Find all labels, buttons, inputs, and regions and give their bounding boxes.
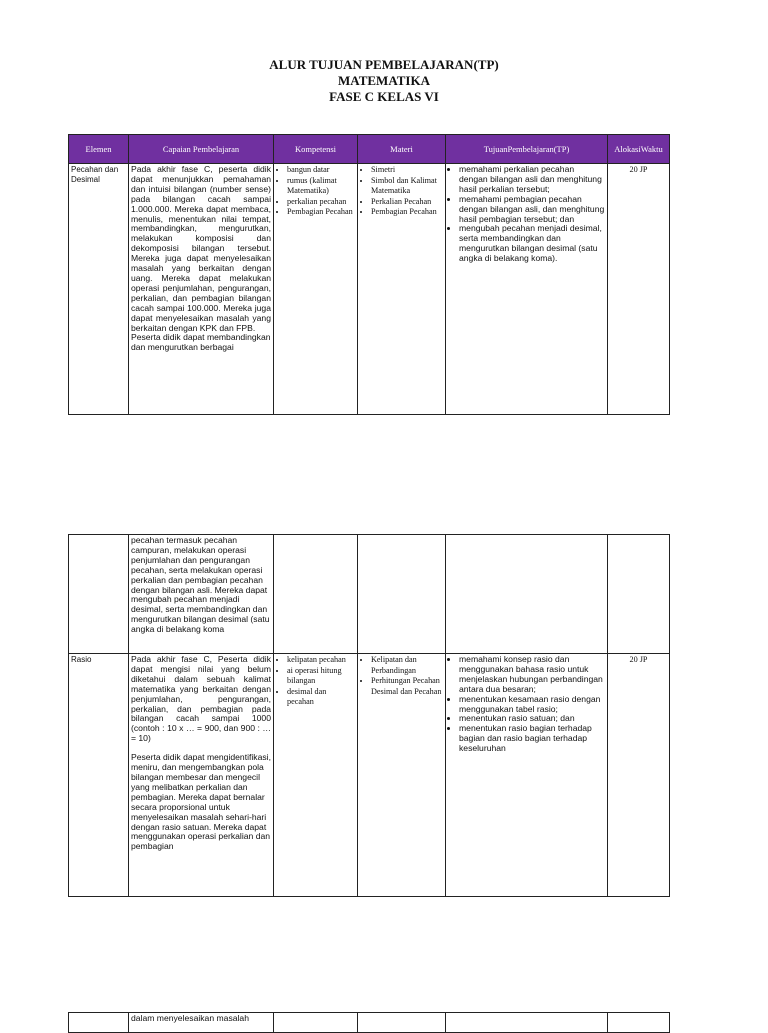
table-row xyxy=(69,1013,670,1033)
cell-kompetensi xyxy=(274,654,358,897)
list-item: • Simetri xyxy=(371,165,443,176)
cell-kompetensi xyxy=(274,164,358,415)
list-item: • bangun datar xyxy=(287,165,355,176)
cell-materi xyxy=(358,535,446,654)
cell-tujuan xyxy=(446,654,608,897)
learning-objectives-table-page-3 xyxy=(68,1012,670,1033)
list-item: • Pembagian Pecahan xyxy=(371,207,443,218)
cell-alokasi xyxy=(608,535,670,654)
table-header-row xyxy=(69,135,670,164)
table-row xyxy=(69,164,670,415)
cell-kompetensi xyxy=(274,1013,358,1033)
capaian-paragraph: Pada akhir fase C, peserta didik dapat menunjukkan pemahaman dan intuisi bilangan (number sense) pada bilangan cacah sampai 1.000.000. Mereka dapat membaca, menulis, menentukan nilai tempat, membandingkan, mengurutkan, melakukan komposisi dan dekomposisi bilangan tersebut. Mereka juga dapat menyelesaikan masalah yang berkaitan dengan uang. Mereka dapat melakukan operasi penjumlahan, pengurangan, perkalian, dan pembagian bilangan cacah sampai 100.000. Mereka juga dapat menyelesaikan masalah yang berkaitan dengan KPK dan FPB. xyxy=(131,164,271,333)
cell-alokasi: 20 JP xyxy=(608,654,670,897)
cell-materi xyxy=(358,1013,446,1033)
table-row xyxy=(69,535,670,654)
cell-capaian-continued: dalam menyelesaikan masalah xyxy=(129,1013,274,1033)
list-item: • mengubah pecahan menjadi desimal, serta membandingkan dan mengurutkan bilangan desimal (satu angka di belakang koma). xyxy=(459,224,605,264)
capaian-paragraph: Peserta didik dapat membandingkan dan mengurutkan berbagai xyxy=(131,332,271,353)
list-item: • menentukan rasio bagian terhadap bagian dan rasio bagian terhadap keseluruhan xyxy=(459,724,605,754)
cell-tujuan xyxy=(446,535,608,654)
header-capaian: Capaian Pembelajaran xyxy=(129,135,274,164)
cell-alokasi: 20 JP xyxy=(608,164,670,415)
header-elemen: Elemen xyxy=(69,135,129,164)
cell-elemen xyxy=(69,1013,129,1033)
cell-capaian-continued: pecahan termasuk pecahan campuran, melakukan operasi penjumlahan dan pengurangan pecahan, serta melakukan operasi perkalian dan pembagian pecahan dengan bilangan asli. Mereka dapat mengubah pecahan menjadi desimal, serta membandingkan dan mengurutkan bilangan desimal (satu angka di belakang koma xyxy=(129,535,274,654)
list-item: • Kelipatan dan Perbandingan xyxy=(371,655,443,676)
list-item: • Pembagian Pecahan xyxy=(287,207,355,218)
list-item: • menentukan rasio satuan; dan xyxy=(459,714,605,724)
list-item: • kelipatan pecahan xyxy=(287,655,355,666)
list-item: • rumus (kalimat Matematika) xyxy=(287,176,355,197)
header-materi: Materi xyxy=(358,135,446,164)
list-item: • Perkalian Pecahan xyxy=(371,197,443,208)
header-tujuan: TujuanPembelajaran(TP) xyxy=(446,135,608,164)
header-alokasi: AlokasiWaktu xyxy=(608,135,670,164)
header-kompetensi: Kompetensi xyxy=(274,135,358,164)
cell-capaian xyxy=(129,654,274,897)
learning-objectives-table-page-1 xyxy=(68,134,670,415)
cell-elemen: Pecahan dan Desimal xyxy=(69,164,129,415)
document-subject: MATEMATIKA xyxy=(338,73,430,88)
cell-elemen xyxy=(69,535,129,654)
list-item: • memahami konsep rasio dan menggunakan bahasa rasio untuk menjelaskan hubungan perbandingan antara dua besaran; xyxy=(459,655,605,695)
list-item: • Simbol dan Kalimat Matematika xyxy=(371,176,443,197)
list-item: • memahami pembagian pecahan dengan bilangan asli, dan menghitung hasil pembagian tersebut; dan xyxy=(459,195,605,225)
capaian-paragraph: Pada akhir fase C, Peserta didik dapat mengisi nilai yang belum diketahui dalam sebuah kalimat matematika yang berkaitan dengan penjumlahan, pengurangan, perkalian, dan pembagian pada bilangan cacah sampai 1000 (contoh : 10 x … = 900, dan 900 : … = 10) xyxy=(131,654,271,744)
document-phase: FASE C KELAS VI xyxy=(329,89,439,104)
list-item: • ai operasi hitung bilangan xyxy=(287,666,355,687)
cell-materi xyxy=(358,164,446,415)
list-item: • menentukan kesamaan rasio dengan menggunakan tabel rasio; xyxy=(459,695,605,715)
cell-tujuan xyxy=(446,1013,608,1033)
cell-elemen: Rasio xyxy=(69,654,129,897)
list-item: • Perhitungan Pecahan Desimal dan Pecahan xyxy=(371,676,443,697)
cell-tujuan xyxy=(446,164,608,415)
table-row xyxy=(69,654,670,897)
capaian-paragraph: Peserta didik dapat mengidentifikasi, meniru, dan mengembangkan pola bilangan membesar dan mengecil yang melibatkan perkalian dan pembagian. Mereka dapat bernalar secara proporsional untuk menyelesaikan masalah sehari-hari dengan rasio satuan. Mereka dapat menggunakan operasi perkalian dan pembagian xyxy=(131,752,271,852)
cell-alokasi xyxy=(608,1013,670,1033)
learning-objectives-table-page-2 xyxy=(68,534,670,897)
list-item: • memahami perkalian pecahan dengan bilangan asli dan menghitung hasil perkalian tersebut; xyxy=(459,165,605,195)
list-item: • perkalian pecahan xyxy=(287,197,355,208)
list-item: • desimal dan pecahan xyxy=(287,687,355,708)
cell-materi xyxy=(358,654,446,897)
document-title: ALUR TUJUAN PEMBELAJARAN(TP) xyxy=(269,57,499,72)
cell-kompetensi xyxy=(274,535,358,654)
cell-capaian xyxy=(129,164,274,415)
